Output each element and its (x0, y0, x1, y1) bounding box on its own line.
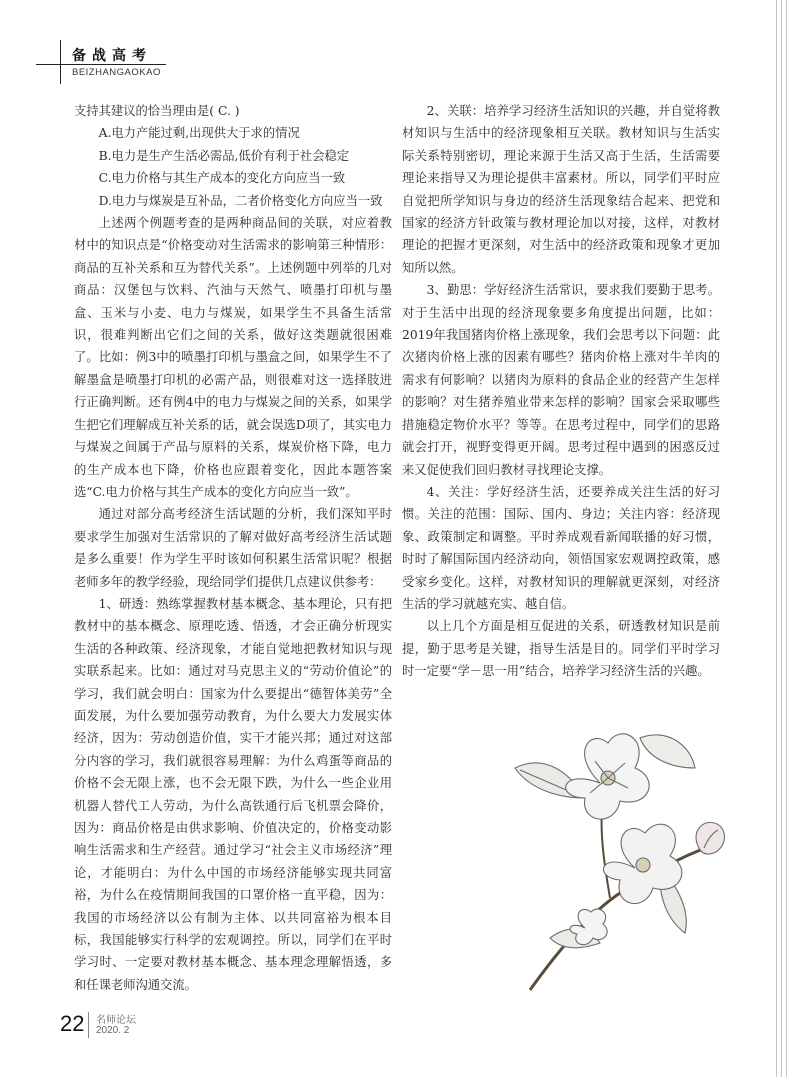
right-column (402, 100, 720, 683)
header-vertical-rule (60, 40, 61, 84)
paragraph: 以上几个方面是相互促进的关系，研透教材知识是前提，勤于思考是关键，指导生活是目的。同学们平时学习时一定要“学－思一用”结合，培养学习经济生活的兴趣。 (402, 619, 720, 679)
paragraph: 通过对部分高考经济生活试题的分析，我们深知平时要求学生加强对生活常识的了解对做好高考经济生活试题是多么重要！作为学生平时该如何积累生活常识呢？根据老师多年的教学经验，现给同学们提供几点建议供参考： (74, 507, 392, 589)
paragraph: B.电力是生产生活必需品,低价有利于社会稳定 (98, 148, 350, 163)
issue-date: 2020. 2 (96, 1025, 130, 1036)
paragraph: A.电力产能过剩,出现供大于求的情况 (98, 126, 300, 141)
paragraph: 支持其建议的恰当理由是( C. ) (74, 104, 240, 118)
footer-divider (88, 1012, 89, 1038)
magazine-name: 名师论坛 (96, 1015, 136, 1026)
right-border-line (776, 0, 777, 1077)
paragraph: 1、研透：熟练掌握教材基本概念、基本理论，只有把教材中的基本概念、原理吃透、悟透，才会正确分析现实生活的各种政策、经济现象，才能自觉地把教材知识与现实联系起来。比如：通过对马克思主义的“劳动价值论”的学习，我们就会明白：国家为什么要提出“德智体美劳”全面发展，为什么要加强劳动教育，为什么要大力发展实体经济，因为：劳动创造价值，实干才能兴邦；通过对这部分内容的学习，我们就很容易理解：为什么鸡蛋等商品的价格不会无限上涨，也不会无限下跌，为什么一些企业用机器人替代工人劳动，为什么高铁通行后飞机票会降价，因为：商品价格是由供求影响、价值决定的，价格变动影响生活需求和生产经营。通过学习“社会主义市场经济”理论，才能明白：为什么中国的市场经济能够实现共同富裕，为什么在疫情期间我国的口罩价格一直平稳，因为：我国的市场经济以公有制为主体、以共同富裕为根本目标，我国能够实行科学的宏观调控。所以，同学们在平时学习时、一定要对教材基本概念、基本理念理解悟透，多和任课老师沟通交流。 (74, 596, 392, 992)
paragraph: 2、关联：培养学习经济生活知识的兴趣，并自觉将教材知识与生活中的经济现象相互关联。教材知识与生活实际关系特别密切，理论来源于生活又高于生活，生活需要理论来指导又为理论提供丰富素材。所以，同学们平时应自觉把所学知识与身边的经济生活现象结合起来、把党和国家的经济方针政策与教材理论加以对接，这样，对教材理论的把握才更深刻，对生活中的经济政策和现象才更加知所以然。 (402, 104, 720, 275)
paragraph: 3、勤思：学好经济生活常识，要求我们要勤于思考。对于生活中出现的经济现象要多角度提出问题，比如：2019年我国猪肉价格上涨现象，我们会思考以下问题：此次猪肉价格上涨的因素有哪些？猪肉价格上涨对牛羊肉的需求有何影响？以猪肉为原料的食品企业的经营产生怎样的影响？对生猪养殖业带来怎样的影响？国家会采取哪些措施稳定物价水平？等等。在思考过程中，同学们的思路就会打开，视野变得更开阔。思考过程中遇到的困惑反过来又促使我们回归教材寻找理论支撑。 (402, 283, 720, 477)
page-number: 22 (60, 1011, 85, 1036)
section-title: 备战高考 (72, 48, 152, 64)
left-column (74, 100, 392, 996)
paragraph: 4、关注：学好经济生活，还要养成关注生活的好习惯。关注的范围：国际、国内、身边；关注内容：经济现象、政策制定和调整。平时养成观看新闻联播的好习惯，时时了解国际国内经济动向，领悟国家宏观调控政策，感受家乡变化。这样，对教材知识的理解就更深刻，对经济生活的学习就越充实、越自信。 (402, 484, 720, 611)
right-border-line (786, 0, 787, 1077)
section-pinyin: BEIZHANGAOKAO (72, 67, 161, 78)
paragraph: C.电力价格与其生产成本的变化方向应当一致 (98, 171, 346, 186)
flower-sketch-icon (490, 698, 730, 998)
paragraph: 上述两个例题考查的是两种商品间的关联，对应着教材中的知识点是“价格变动对生活需求的影响第三种情形：商品的互补关系和互为替代关系”。上述例题中列举的几对商品：汉堡包与饮料、汽油与天然气、喷墨打印机与墨盒、玉米与小麦、电力与煤炭，如果学生不具备生活常识，很难判断出它们之间的关系，做好这类题就很困难了。比如：例3中的喷墨打印机与墨盒之间，如果学生不了解墨盒是喷墨打印机的必需产品，则很难对这一选择肢进行正确判断。还有例4中的电力与煤炭之间的关系，如果学生把它们理解成互补关系的话，就会误选D项了，其实电力与煤炭之间属于产品与原料的关系，煤炭价格下降，电力的生产成本也下降，价格也应跟着变化，因此本题答案选“C.电力价格与其生产成本的变化方向应当一致”。 (74, 216, 392, 499)
paragraph: D.电力与煤炭是互补品，二者价格变化方向应当一致 (98, 193, 383, 208)
right-border-line (781, 0, 782, 1077)
